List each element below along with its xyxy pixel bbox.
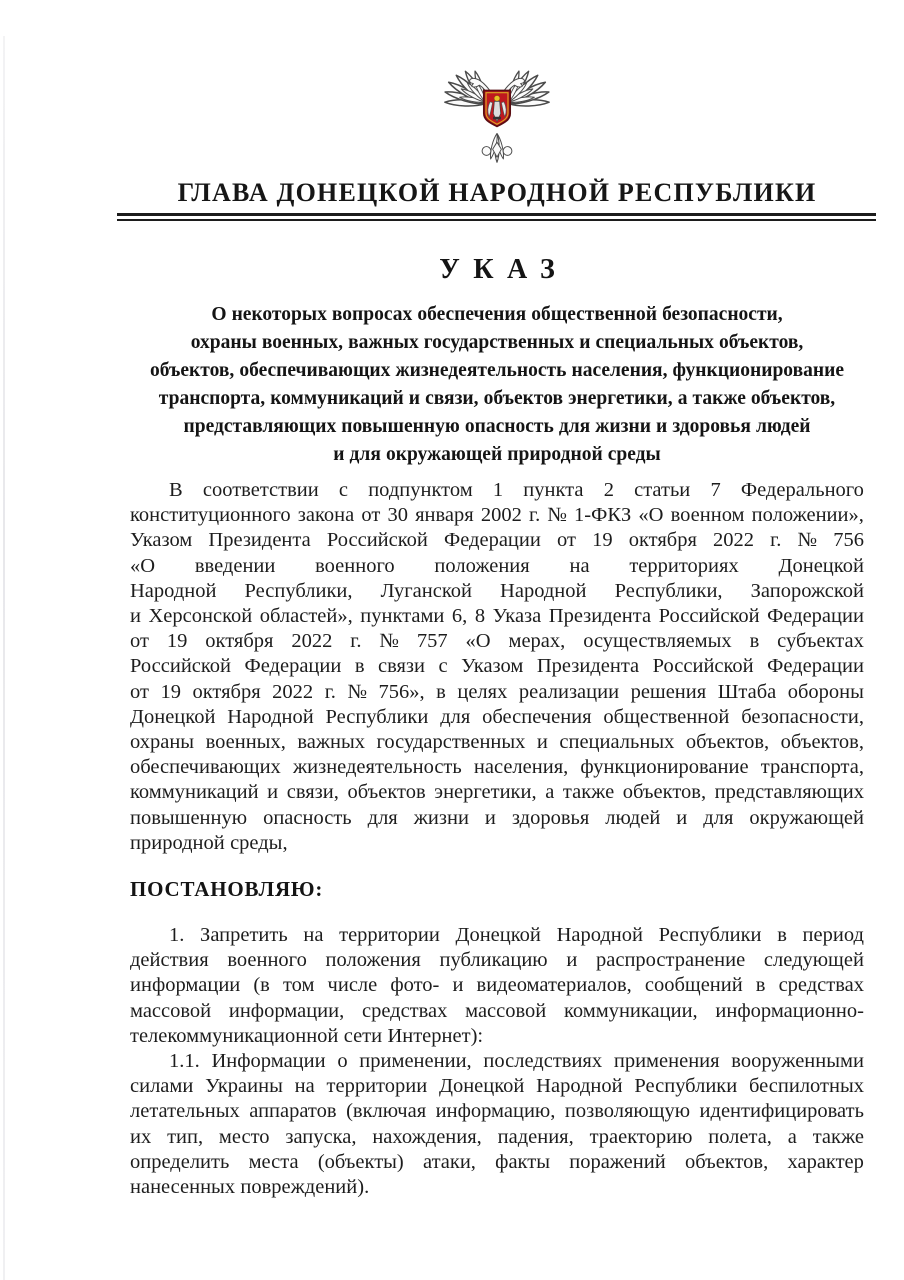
decree-document [130,0,864,1200]
item-1-1-paragraph [130,1049,864,1200]
text-line: Указом Президента Российской Федерации от 19 октября 2022 г. № 756 [130,529,864,552]
text-line: объектов, обеспечивающих жизнедеятельность населения, функционирование [150,360,844,381]
text-line: 1. Запретить на территории Донецкой Народной Республики в период [169,924,864,947]
item-1-paragraph [130,923,864,1049]
text-line: «О введении военного положения на территориях Донецкой [130,554,864,577]
decree-subject-block [130,301,864,469]
text-line: массовой информации, средствах массовой коммуникации, информационно- [130,999,864,1022]
text-line: действия военного положения публикацию и распространение следующей [130,949,864,972]
text-line: обеспечивающих жизнедеятельность населения, функционирование транспорта, [130,756,864,779]
text-line: информации (в том числе фото- и видеоматериалов, сообщений в средствах [130,974,864,997]
rule-thin-line [117,219,876,221]
text-line: Народной Республики, Луганской Народной Республики, Запорожской [130,579,864,602]
text-line: летательных аппаратов (включая информацию, позволяющую идентифицировать [130,1100,864,1123]
rule-thick-line [117,213,876,216]
preamble-paragraph [130,478,864,856]
issuing-authority-title: ГЛАВА ДОНЕЦКОЙ НАРОДНОЙ РЕСПУБЛИКИ [177,178,817,207]
text-line: определить места (объекты) атаки, факты поражений объектов, характер [130,1150,864,1173]
text-line: охраны военных, важных государственных и специальных объектов, [190,332,804,353]
shield-of-archangel [484,90,510,126]
text-line: природной среды, [130,831,288,854]
text-line: охраны военных, важных государственных и специальных объектов, объектов, [130,731,864,754]
text-line: телекоммуникационной сети Интернет): [130,1024,484,1047]
text-line: от 19 октября 2022 г. № 757 «О мерах, осуществляемых в субъектах [130,630,864,653]
text-line: Донецкой Народной Республики для обеспечения общественной безопасности, [130,705,864,728]
document-type-heading: УКАЗ [439,254,569,285]
resolve-heading: ПОСТАНОВЛЯЮ: [130,877,324,902]
dnr-coat-of-arms-emblem [431,58,563,172]
scan-edge-artifact [3,36,5,1280]
text-line: коммуникаций и связи, объектов энергетики, а также объектов, представляющих [130,781,864,804]
text-line: от 19 октября 2022 г. № 756», в целях реализации решения Штаба обороны [130,680,864,703]
text-line: нанесенных повреждений). [130,1176,370,1199]
text-line: и Херсонской областей», пунктами 6, 8 Указа Президента Российской Федерации [130,605,864,628]
text-line: В соответствии с подпунктом 1 пункта 2 статьи 7 Федерального [169,479,864,501]
text-line: О некоторых вопросах обеспечения общественной безопасности, [211,304,783,325]
text-line: транспорта, коммуникаций и связи, объектов энергетики, а также объектов, [158,388,836,409]
text-line: их тип, место запуска, нахождения, падения, траекторию полета, а также [130,1125,864,1148]
text-line: повышенную опасность для жизни и здоровья людей и для окружающей [130,806,864,829]
text-line: Российской Федерации в связи с Указом Президента Российской Федерации [130,655,864,678]
text-line: силами Украины на территории Донецкой Народной Республики беспилотных [130,1075,864,1098]
text-line: и для окружающей природной среды [333,444,661,465]
double-headed-eagle-icon [431,58,563,172]
text-line: конституционного закона от 30 января 2002 г. № 1-ФКЗ «О военном положении», [130,504,864,527]
double-rule-divider [117,213,876,221]
text-line: представляющих повышенную опасность для жизни и здоровья людей [183,416,811,437]
text-line: 1.1. Информации о применении, последствиях применения вооруженными [169,1050,864,1073]
